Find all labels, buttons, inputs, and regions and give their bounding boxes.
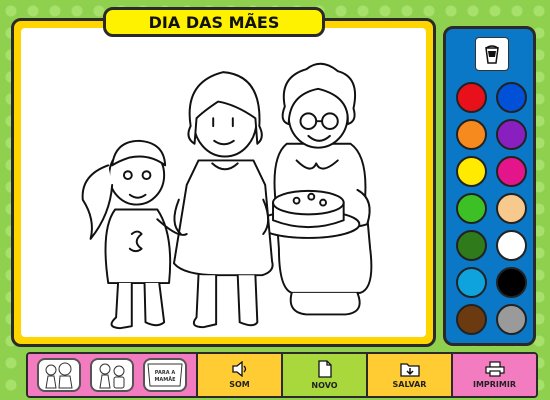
color-swatch[interactable] [496, 156, 527, 187]
new-button[interactable] [281, 354, 366, 396]
grandma-figure[interactable] [275, 64, 372, 315]
color-swatch[interactable] [456, 304, 487, 335]
save-button[interactable] [366, 354, 451, 396]
coloring-drawing[interactable] [21, 28, 426, 337]
new-label: NOVO [311, 381, 338, 390]
color-swatch[interactable] [456, 82, 487, 113]
coloring-canvas[interactable] [21, 28, 426, 337]
page-title: DIA DAS MÃES [103, 7, 325, 37]
svg-text:MAMÃE: MAMÃE [154, 377, 176, 383]
color-swatch[interactable] [456, 119, 487, 150]
print-button[interactable] [451, 354, 536, 396]
paint-bucket-icon[interactable] [475, 37, 509, 71]
color-swatch[interactable] [496, 193, 527, 224]
color-palette [443, 26, 536, 346]
mother-figure[interactable] [174, 72, 273, 327]
color-swatch[interactable] [456, 267, 487, 298]
color-swatch[interactable] [496, 304, 527, 335]
color-swatch[interactable] [456, 230, 487, 261]
svg-text:PARA A: PARA A [155, 370, 176, 376]
color-swatch[interactable] [496, 267, 527, 298]
drawing-thumbnails [28, 354, 196, 396]
printer-icon [485, 361, 505, 377]
color-swatch[interactable] [496, 230, 527, 261]
thumb-card[interactable] [143, 358, 187, 392]
save-label: SALVAR [392, 380, 427, 389]
print-label: IMPRIMIR [472, 380, 517, 389]
sound-label: SOM [229, 380, 250, 389]
speaker-icon [231, 361, 249, 377]
color-swatch[interactable] [456, 193, 487, 224]
color-swatch[interactable] [496, 82, 527, 113]
color-swatch[interactable] [496, 119, 527, 150]
save-folder-icon [400, 361, 420, 377]
thumb-family[interactable] [37, 358, 81, 392]
thumb-mother-children[interactable] [90, 358, 134, 392]
child-figure[interactable] [83, 141, 187, 328]
new-page-icon [317, 360, 333, 378]
canvas-frame [11, 18, 436, 347]
bottom-toolbar [26, 352, 538, 398]
sound-button[interactable] [196, 354, 281, 396]
color-swatch[interactable] [456, 156, 487, 187]
